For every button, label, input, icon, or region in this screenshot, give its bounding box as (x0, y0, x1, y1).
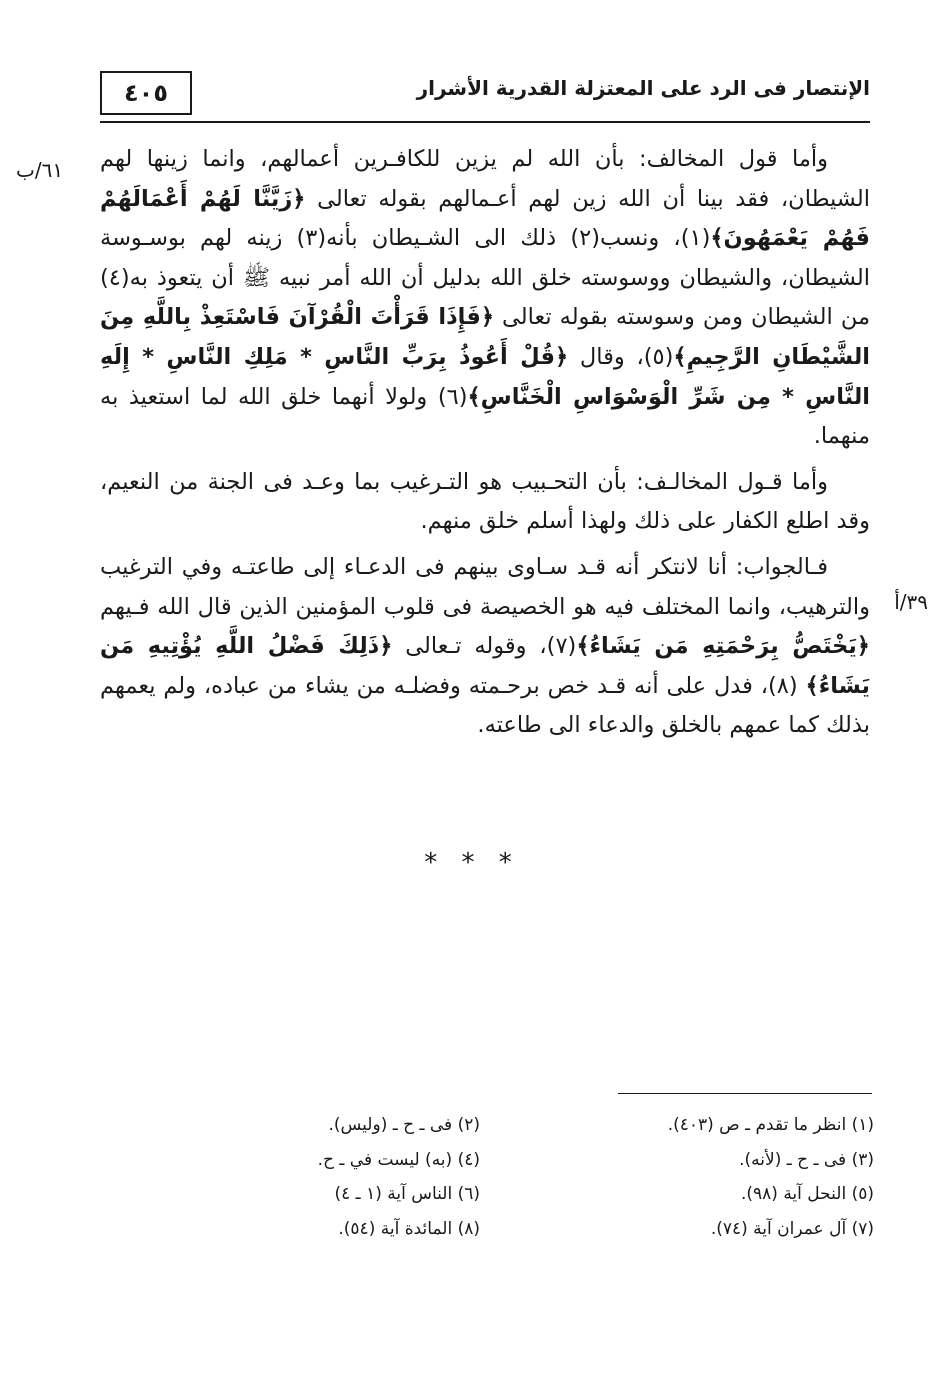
footnote: (٨) المائدة آية (٥٤). (338, 1218, 480, 1239)
footnote: (٤) (به) ليست في ـ ح. (317, 1149, 480, 1170)
quran-quote: ﴿ذَلِكَ فَضْلُ اللَّهِ يُؤْتِيهِ مَن يَشَاءُ﴾ (100, 633, 870, 699)
paragraph: وأما قـول المخالـف: بأن التحـبيب هو التـرغيب بما وعـد فى الجنة من النعيم، وقد اطلع الكفار على ذلك ولهذا أسلم خلق منهم. (100, 468, 870, 535)
footnote: (٢) فى ـ ح ـ (وليس). (328, 1115, 480, 1135)
body-text-run: (٨)، فدل على أنه قـد خص برحـمته وفضلـه من يشاء من عباده، ولم يعمهم بذلك كما عمهم بالخلق والدعاء الى طاعته. (100, 672, 870, 739)
body-text-run: (٦) ولولا أنهما خلق الله لما استعيذ به منهما. (100, 383, 870, 450)
quran-quote: ﴿قُلْ أَعُوذُ بِرَبِّ النَّاسِ * مَلِكِ النَّاسِ * إِلَهِ النَّاسِ * مِن شَرِّ الْوَسْوَاسِ الْخَنَّاسِ﴾ (100, 343, 870, 410)
footnotes-left-column (230, 1108, 480, 1246)
section-separator: * * * (424, 848, 520, 878)
running-title: الإنتصار فى الرد على المعتزلة القدرية الأشرار (416, 76, 870, 100)
body-text (100, 140, 870, 746)
footnotes-right-column (604, 1108, 874, 1246)
footnote: (٣) فى ـ ح ـ (لأنه). (739, 1149, 874, 1170)
page-number: ٤٠٥ (100, 71, 192, 115)
quran-quote: ﴿فَإِذَا قَرَأْتَ الْقُرْآنَ فَاسْتَعِذْ بِاللَّهِ مِنَ الشَّيْطَانِ الرَّجِيمِ﴾ (100, 304, 871, 370)
footnote-rule (618, 1093, 872, 1094)
body-text-run: (١)، ونسب(٢) ذلك الى الشـيطان بأنه(٣) زينه لهم بوسـوسة الشيطان، والشيطان ووسوسته خلق الله بدليل أن الله أمر نبيه ﷺ أن يتعوذ به(٤) من الشيطان ومن وسوسته بقوله تعالى (100, 225, 870, 331)
footnote: (١) انظر ما تقدم ـ ص (٤٠٣). (667, 1115, 874, 1135)
margin-folio-note: ٣٩/أ (894, 590, 928, 614)
footnote: (٦) الناس آية (١ ـ ٤) (334, 1184, 480, 1204)
paragraph (100, 548, 870, 746)
body-text-run: وأما قول المخالف: بأن الله لم يزين للكافـرين أعمالهم، وانما زينها لهم الشيطان، فقد بينا أن الله زين لهم أعـمالهم بقوله تعالى (100, 146, 870, 212)
margin-folio-note: ٦١/ب (16, 158, 64, 182)
body-text-run: (٧)، وقوله تـعالى (392, 633, 577, 660)
header-rule (100, 121, 870, 123)
paragraph (100, 140, 870, 457)
quran-quote: ﴿يَخْتَصُّ بِرَحْمَتِهِ مَن يَشَاءُ﴾ (576, 633, 870, 660)
body-text-run: فـالجواب: أنا لانتكر أنه قـد سـاوى بينهم فى الدعـاء إلى طاعتـه وفي الترغيب والترهيب، وانما المختلف فيه هو الخصيصة فى قلوب المؤمنين الذين قال الله فـيهم (100, 553, 870, 620)
quran-quote: ﴿زَيَّنَّا لَهُمْ أَعْمَالَهُمْ فَهُمْ يَعْمَهُونَ﴾ (100, 185, 870, 252)
footnote: (٥) النحل آية (٩٨). (740, 1184, 874, 1204)
footnote: (٧) آل عمران آية (٧٤). (710, 1218, 874, 1239)
body-text-run: (٥)، وقال (568, 343, 674, 370)
